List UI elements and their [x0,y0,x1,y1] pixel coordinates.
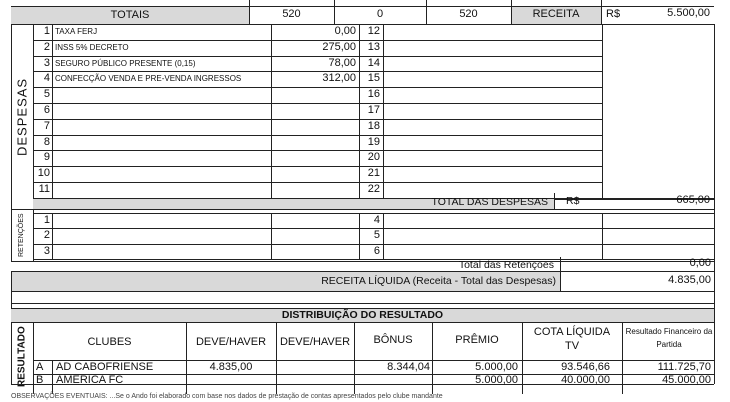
club-letter: A [36,361,44,373]
row-line [33,71,602,72]
header-bonus: BÔNUS [373,334,413,346]
despesa-number: 3 [43,56,50,69]
row-line [33,103,602,104]
despesa-value: 0,00 [334,25,356,37]
despesa-number: 6 [43,104,50,116]
club-bonus-value: 8.344,04 [387,361,430,373]
despesa-number-right: 19 [367,135,380,148]
despesa-number-right: 22 [367,183,380,195]
header-clubes: CLUBES [87,336,132,348]
totals-value-3: 520 [459,8,478,20]
row-line [33,166,602,167]
row-line [33,56,602,57]
header-resultado-financeiro: Resultado Financeiro da Partida [625,327,713,349]
receita-currency: R$ [606,8,621,20]
footer-note: OBSERVAÇÕES EVENTUAIS: ...Se o Ando foi elaborado com base nos dados de prestação de contas apresentados pelo clube mandante [11,393,443,400]
despesa-value: 275,00 [322,40,356,53]
club-name: AMERICA FC [56,374,124,386]
retencao-number-right: 6 [373,244,380,257]
despesa-number-right: 17 [367,104,380,116]
club-premio-value: 5.000,00 [475,361,518,373]
retencao-number-right: 5 [373,229,380,242]
total-retencoes-value: 0,00 [689,257,711,269]
retencao-number: 3 [43,244,50,257]
club-letter: B [36,374,44,386]
despesa-number: 1 [43,25,50,37]
row-line [33,40,602,41]
receita-label: RECEITA [532,8,580,20]
header-cota-liquida-tv: COTA LÍQUIDA TV [533,326,611,352]
despesa-number: 7 [43,119,50,132]
receita-liquida-label: RECEITA LÍQUIDA (Receita - Total das Despesas) [321,275,556,287]
despesa-number-right: 21 [367,167,380,180]
club-resultado-value: 111.725,70 [657,361,711,373]
totals-label: TOTAIS [110,9,150,21]
total-despesas-currency: R$ [566,195,580,207]
despesa-number-right: 15 [367,72,380,85]
retencao-number: 2 [43,229,50,242]
despesa-value: 312,00 [322,72,356,85]
despesa-number-right: 18 [367,119,380,132]
despesa-number: 4 [43,72,50,85]
row-line [33,150,602,151]
row-line [33,87,602,88]
despesa-number-right: 13 [367,40,380,53]
despesa-description: INSS 5% DECRETO [55,42,129,52]
receita-value: 5.500,00 [667,7,710,19]
distribuicao-title: DISTRIBUIÇÃO DO RESULTADO [281,309,444,321]
despesa-number-right: 16 [367,88,380,101]
club-cota-value: 40.000,00 [561,374,610,386]
despesa-number-right: 20 [367,151,380,164]
despesa-number: 10 [37,167,50,180]
totals-value-1: 520 [282,8,301,20]
despesa-number: 9 [43,151,50,164]
header-deve-haver-1: DEVE/HAVER [195,336,267,348]
despesa-number-right: 12 [367,25,380,37]
club-deve1-value: 4.835,00 [209,361,253,373]
despesa-number: 5 [43,88,50,101]
header-deve-haver-2: DEVE/HAVER [279,336,351,348]
header-premio: PRÊMIO [455,334,499,346]
row-line [33,119,602,120]
club-resultado-value: 45.000,00 [662,374,711,386]
club-premio-value: 5.000,00 [475,374,518,386]
row-line [33,182,602,183]
despesa-number-right: 14 [367,56,380,69]
retencoes-label: RETENÇÕES [18,213,25,257]
retencao-number-right: 4 [373,214,380,226]
club-cota-value: 93.546,66 [561,361,610,373]
totals-value-2: 0 [376,8,384,20]
despesa-value: 78,00 [328,56,356,69]
club-name: AD CABOFRIENSE [56,361,154,373]
despesa-number: 2 [43,40,50,53]
row-line [33,135,602,136]
despesa-description: SEGURO PÚBLICO PRESENTE (0,15) [55,58,196,68]
despesa-number: 11 [38,183,50,195]
despesa-description: TAXA FERJ [55,27,98,36]
resultado-side-label: RESULTADO [16,326,28,388]
despesa-description: CONFECÇÃO VENDA E PRE-VENDA INGRESSOS [55,74,242,84]
despesas-label: DESPESAS [14,77,30,156]
receita-liquida-value: 4.835,00 [668,274,711,286]
despesa-number: 8 [43,135,50,148]
total-despesas-label: TOTAL DAS DESPESAS [431,196,548,208]
total-retencoes-label: Total das Retençoes [458,259,554,271]
total-despesas-value: 665,00 [676,194,710,206]
retencao-number: 1 [43,214,50,226]
